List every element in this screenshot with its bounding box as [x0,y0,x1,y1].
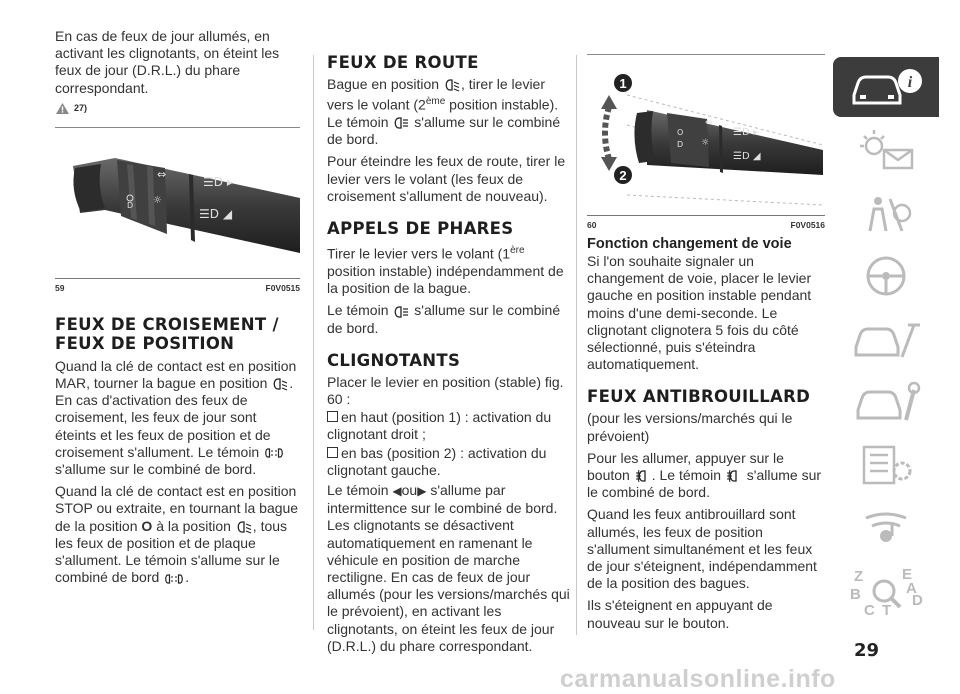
multimedia-icon [846,506,926,550]
technical-data-icon [846,443,926,487]
appels-temoin-paragraph [327,302,572,336]
text-run: s'allume sur le combiné de bord. [327,302,561,336]
emergency-icon [846,317,926,361]
svg-text:i: i [907,74,913,91]
position-lights-icon [263,446,285,460]
text-run: s'allume sur le combiné de bord. [55,461,257,478]
antib-on-paragraph [587,450,825,502]
page-number: 29 [854,640,880,661]
antib-paragraph-3: Quand les feux antibrouillard sont allumés, les feux de position s'allument simultanément et les feux de jour s'éteignent, indépendamment de la position des bagues. [587,506,817,592]
figure-caption-60 [587,215,825,230]
antib-paragraph-4: Ils s'éteignent en appuyant de nouveau sur le bouton. [587,597,773,631]
clign-list-item-2 [327,445,572,479]
figure-caption-59 [55,278,300,293]
svg-text:☰D ▸: ☰D ▸ [203,174,233,189]
column-3 [587,0,825,637]
car-info-icon [846,65,926,109]
safety-icon [846,191,926,235]
clign-temoin-paragraph [327,482,572,655]
figure-number: 60 [587,220,597,230]
tab-maintenance[interactable] [833,372,939,432]
text-run: Bague en position [327,76,440,92]
position-label-1: 1 [619,76,627,91]
bullet-square-icon [327,411,338,422]
route-paragraph [327,76,572,148]
section-title-line1: FEUX DE CROISEMENT / [55,314,279,334]
index-letter: C [864,602,875,619]
high-beam-icon [392,305,410,319]
tab-safety[interactable] [833,183,939,243]
text-run: en bas (position 2) : activation du clignotant gauche. [327,444,547,478]
stalk-lever-illustration-59 [55,128,300,278]
position-ring-icon [235,520,253,534]
text-run: position instable) indépendamment de la position de la bague. [327,262,564,297]
voie-paragraph: Si l'on souhaite signaler un changement de voie, placer le levier gauche en position instable pendant moins d'une demi-seconde. Le clignotant clignotera 5 fois du côté sélectionné, puis s'éteindra automatiquement. [587,253,812,373]
off-o-icon: O [141,517,153,534]
svg-text:☼: ☼ [701,138,710,148]
text-run: Quand la clé de contact est en position MAR, tourner la bague en position [55,357,297,392]
figure-code: F0V0516 [790,220,825,230]
text-run: position instable). Le témoin [327,96,559,131]
svg-text:☰D ◢: ☰D ◢ [733,151,761,162]
heading-feux-antibrouillard: FEUX ANTIBROUILLARD [587,387,811,407]
text-run: . Le témoin [651,467,721,484]
heading-appels-de-phares: APPELS DE PHARES [327,219,514,239]
stalk-lever-illustration-60 [587,55,825,215]
heading-clignotants: CLIGNOTANTS [327,350,461,370]
column-1 [55,0,300,591]
svg-text:☼: ☼ [153,194,162,206]
index-letter: B [850,586,861,603]
dashboard-lights-icon [846,128,926,172]
tab-technical-data[interactable] [833,435,939,495]
index-letter: T [882,602,892,619]
warning-ref: 27) [74,103,88,114]
tab-emergency[interactable] [833,309,939,369]
text-run: ou [401,481,418,498]
index-letter: D [912,592,923,609]
fog-light-icon [725,469,743,483]
bullet-square-icon [327,447,338,458]
svg-text:☰D ◢: ☰D ◢ [199,206,233,221]
column-2 [327,0,572,660]
route-off-paragraph: Pour éteindre les feux de route, tirer le levier vers le volant (les feux de croisement s'allument de nouveau). [327,153,566,204]
heading-feux-de-route: FEUX DE ROUTE [327,53,479,72]
svg-text:⇔: ⇔ [157,167,167,181]
tab-multimedia[interactable] [833,498,939,558]
text-run: Le témoin [327,302,389,319]
tab-index[interactable] [833,561,939,621]
text-run: . En cas d'activation des feux de croisement, les feux de jour sont éteints et les feux de position et de croisement s'allument. Le témoin [55,375,294,460]
index-letter: Z [854,568,864,585]
column-divider [576,55,577,635]
text-run: , tirer le levier vers le volant (2 [327,76,546,113]
text-run: à la position [156,517,231,534]
low-beam-icon [271,377,289,391]
svg-text:☰D ▸: ☰D ▸ [733,127,758,138]
text-run: s'allume sur le combiné de bord. [327,114,561,148]
heading-changement-de-voie: Fonction changement de voie [587,236,792,252]
text-run: . [185,569,190,586]
antib-versions: (pour les versions/marchés qui le prévoient) [587,410,793,444]
text-run: Pour les allumer, appuyer sur le bouton [587,449,784,484]
clign-list-item-1 [327,409,572,443]
intro-paragraph: En cas de feux de jour allumés, en activant les clignotants, on éteint les feux de jour (D.R.L.) du phare correspondant. [55,28,280,96]
svg-text:⇔: ⇔ [705,118,713,128]
superscript: ère [510,245,525,257]
svg-text:D: D [127,200,134,210]
chapter-sidebar [833,57,939,624]
starting-driving-icon [846,254,926,298]
tab-dashboard-lights[interactable] [833,120,939,180]
clign-intro: Placer le levier en position (stable) fig. 60 : [327,373,564,407]
tab-car-info[interactable] [833,57,939,117]
text-run: s'allume sur le combiné de bord. [587,467,822,501]
text-run: s'allume par intermittence sur le combiné de bord. Les clignotants se désactivent automatiquement en ramenant le véhicule en position de marche rectiligne. En cas de feux de jour allumés (pour les versions/marchés qui le prévoient), en activant les clignotants, on éteint les feux de jour (D.R.L.) du phare correspondant. [327,481,570,654]
turn-left-arrow-icon: ◀ [392,483,402,498]
maintenance-icon [846,380,926,424]
fog-light-icon [634,469,652,483]
high-beam-icon [392,116,410,130]
svg-text:O: O [677,128,684,137]
text-run: , tous les feux de position et de plaque s'allument. Le témoin s'allume sur le combiné de bord [55,517,288,586]
figure-code: F0V0515 [265,282,300,293]
appels-paragraph [327,242,572,297]
lowbeam-paragraph [55,358,300,478]
text-run: en haut (position 1) : activation du clignotant droit ; [327,409,552,443]
svg-text:D: D [677,140,684,149]
text-run: Quand la clé de contact est en position STOP ou extraite, en tournant la bague de la position [55,483,299,534]
low-beam-icon [443,78,461,92]
warning-triangle-icon [55,102,70,115]
turn-right-arrow-icon: ▶ [417,483,427,498]
position-paragraph [55,483,300,586]
text-run: Le témoin [327,481,389,498]
warning-note [55,102,300,115]
section-title-line2: FEUX DE POSITION [55,333,235,353]
watermark: carmanualsonline.info [560,665,836,693]
index-letter: E [902,566,913,583]
superscript: ème [425,96,446,108]
index-icon [846,563,926,619]
position-label-2: 2 [619,168,627,183]
index-letter: A [906,580,917,597]
position-lights-icon [163,572,185,586]
tab-starting-driving[interactable] [833,246,939,306]
column-divider [313,55,314,630]
text-run: Tirer le levier vers le volant (1 [327,245,511,262]
figure-number: 59 [55,282,65,293]
